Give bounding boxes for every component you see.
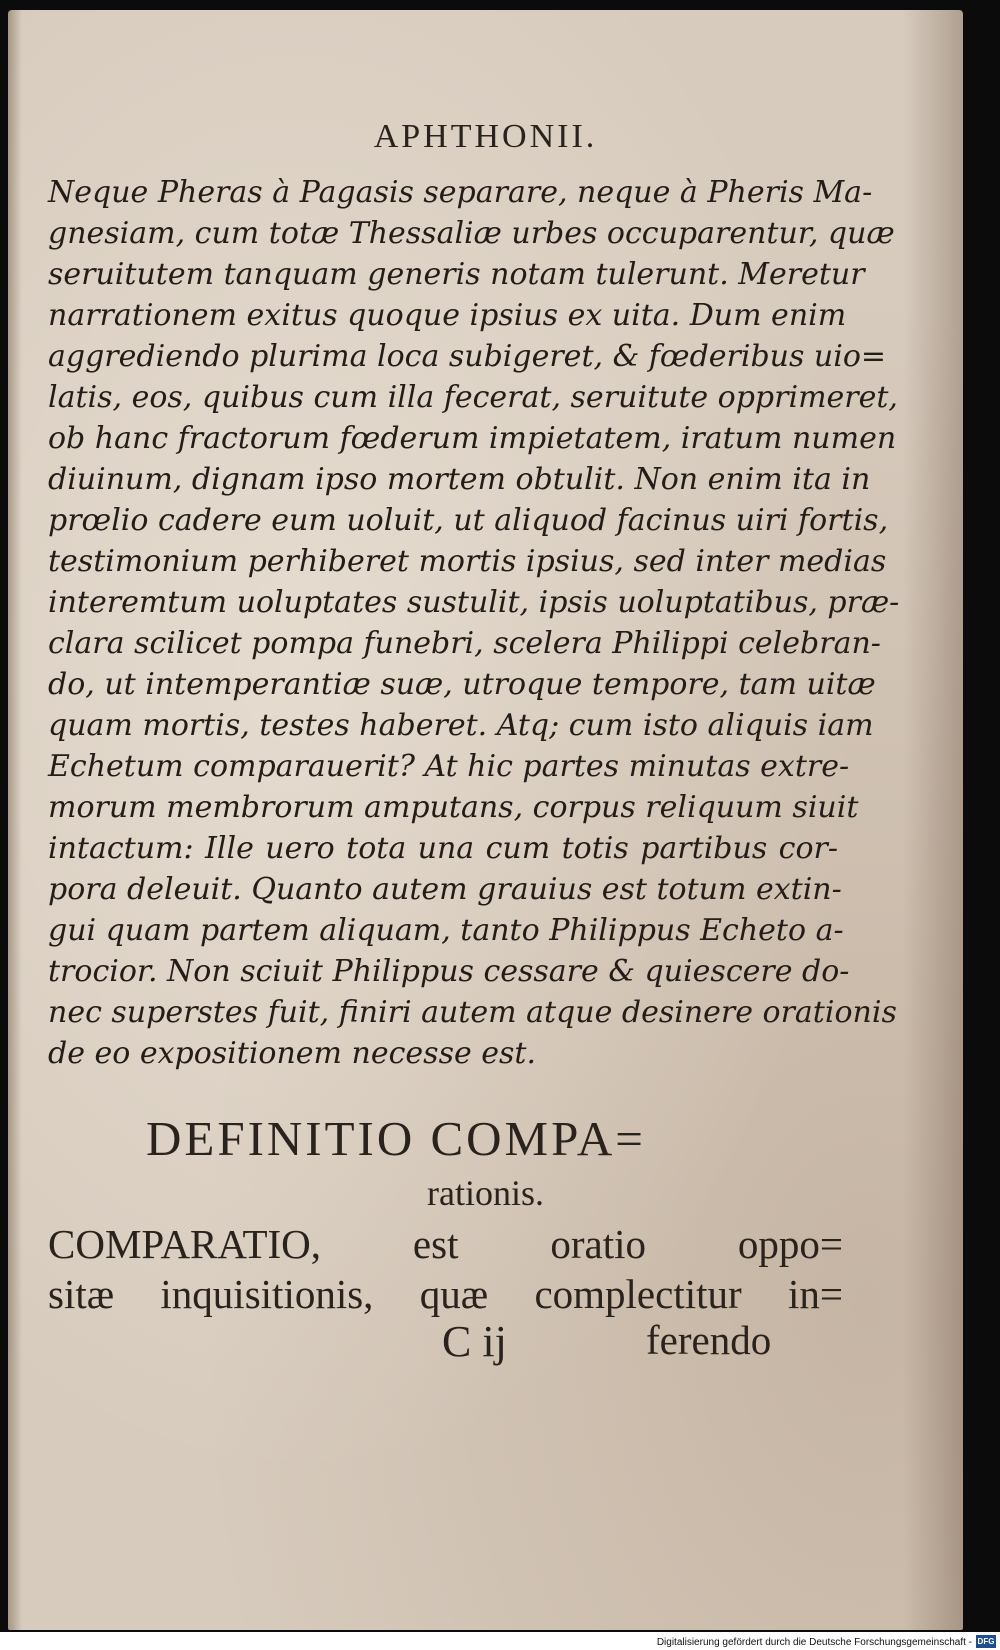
edge-shadow bbox=[903, 10, 963, 1630]
signature-mark: C ij bbox=[442, 1317, 507, 1366]
body-line: intactum: Ille uero tota una cum totis partibus cor- bbox=[48, 831, 838, 866]
definition-line: COMPARATIO, est oratio oppo= bbox=[48, 1221, 843, 1267]
body-line: seruitutem tanquam generis notam tulerunt. Meretur bbox=[48, 257, 865, 292]
body-line: aggrediendo plurima loca subigeret, & fœderibus uio= bbox=[48, 339, 887, 374]
book-page bbox=[8, 10, 963, 1630]
credit-text: Digitalisierung gefördert durch die Deutsche Forschungsgemeinschaft - bbox=[656, 1637, 972, 1648]
credit-bar bbox=[0, 1632, 1000, 1650]
body-line: clara scilicet pompa funebri, scelera Philippi celebran- bbox=[48, 626, 881, 661]
body-line: nec superstes fuit, finiri autem atque desinere orationis bbox=[48, 995, 897, 1030]
body-line: testimonium perhiberet mortis ipsius, sed inter medias bbox=[48, 544, 887, 579]
body-line: Echetum comparauerit? At hic partes minutas extre- bbox=[48, 749, 850, 784]
body-line: interemtum uoluptates sustulit, ipsis uoluptatibus, præ- bbox=[48, 585, 900, 620]
body-line: morum membrorum amputans, corpus reliquum siuit bbox=[48, 790, 859, 825]
catchword: ferendo bbox=[646, 1317, 772, 1363]
body-line: pora deleuit. Quanto autem grauius est totum extin- bbox=[48, 872, 842, 907]
dfg-logo: DFG bbox=[977, 1637, 995, 1646]
section-heading: DEFINITIO COMPA= bbox=[146, 1111, 646, 1166]
body-line: quam mortis, testes haberet. Atq; cum isto aliquis iam bbox=[48, 708, 874, 743]
running-head: APHTHONII. bbox=[373, 118, 598, 155]
body-text-block bbox=[48, 172, 900, 1074]
body-line: trocior. Non sciuit Philippus cessare & quiescere do- bbox=[48, 954, 850, 989]
definition-line: sitæ inquisitionis, quæ complectitur in= bbox=[48, 1271, 843, 1317]
gutter-shadow bbox=[8, 10, 22, 1630]
body-line: do, ut intemperantiæ suæ, utroque tempore, tam uitæ bbox=[48, 667, 876, 702]
body-line: de eo expositionem necesse est. bbox=[48, 1036, 536, 1071]
body-line: gnesiam, cum totæ Thessaliæ urbes occuparentur, quæ bbox=[48, 216, 895, 251]
section-heading-continuation: rationis. bbox=[427, 1173, 544, 1213]
body-line: prœlio cadere eum uoluit, ut aliquod facinus uiri fortis, bbox=[48, 503, 889, 538]
body-line: gui quam partem aliquam, tanto Philippus Echeto a- bbox=[48, 913, 844, 948]
body-line: ob hanc fractorum fœderum impietatem, iratum numen bbox=[48, 421, 897, 456]
body-line: Neque Pheras à Pagasis separare, neque à Pheris Ma- bbox=[48, 175, 873, 210]
body-line: latis, eos, quibus cum illa fecerat, seruitute opprimeret, bbox=[48, 380, 898, 415]
body-line: narrationem exitus quoque ipsius ex uita. Dum enim bbox=[48, 298, 847, 333]
body-line: diuinum, dignam ipso mortem obtulit. Non enim ita in bbox=[48, 462, 871, 497]
